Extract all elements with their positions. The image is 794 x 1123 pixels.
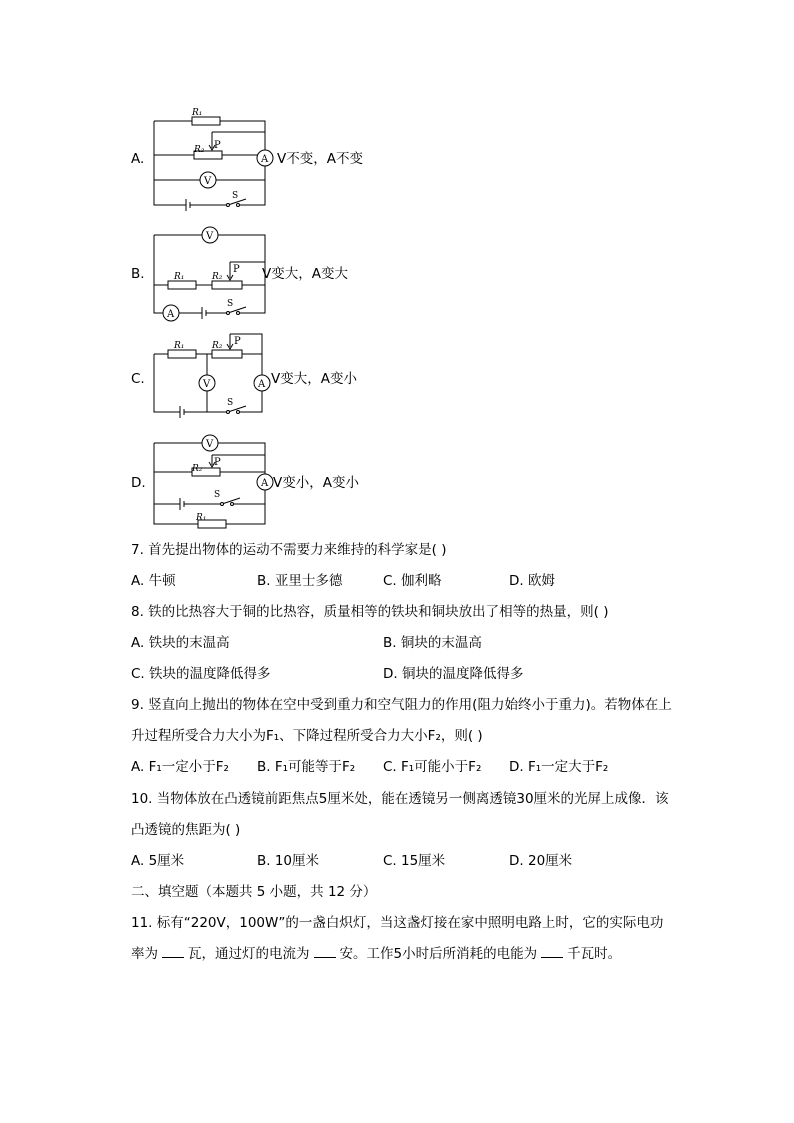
r1-label: R₁ xyxy=(192,108,203,118)
q10-option-b: B. 10厘米 xyxy=(257,853,320,869)
q8-option-d: D. 铜块的温度降低得多 xyxy=(383,666,524,682)
svg-text:R₂: R₂ xyxy=(212,272,223,282)
option-d-result: V变小，A变小 xyxy=(273,475,359,491)
circuit-d xyxy=(150,430,280,530)
svg-text:R₂: R₂ xyxy=(194,145,205,155)
q11-text-d: 千瓦时。 xyxy=(567,946,622,962)
q8-option-c: C. 铁块的温度降低得多 xyxy=(131,666,271,682)
svg-text:A: A xyxy=(167,309,175,320)
q9-option-a: A. F₁一定小于F₂ xyxy=(131,759,229,775)
option-b-result: V变大，A变大 xyxy=(262,266,348,282)
section-heading: 二、填空题（本题共 5 小题，共 12 分） xyxy=(131,884,377,900)
svg-text:V: V xyxy=(204,176,212,187)
q11-text-a: 率为 xyxy=(131,946,158,962)
q7-option-b: B. 亚里士多德 xyxy=(257,573,343,589)
svg-text:P: P xyxy=(214,140,221,151)
svg-text:A: A xyxy=(261,154,269,165)
option-d-letter: D. xyxy=(131,475,146,491)
circuit-a xyxy=(150,108,280,213)
q9-option-b: B. F₁可能等于F₂ xyxy=(257,759,356,775)
option-a-letter: A. xyxy=(131,151,145,167)
q10-option-c: C. 15厘米 xyxy=(383,853,446,869)
svg-text:V: V xyxy=(206,231,214,242)
svg-text:S: S xyxy=(214,490,221,500)
q10-stem-line2: 凸透镜的焦距为( ) xyxy=(131,822,241,838)
svg-text:P: P xyxy=(234,336,241,347)
q7-stem: 7. 首先提出物体的运动不需要力来维持的科学家是( ) xyxy=(131,542,447,558)
svg-text:A: A xyxy=(261,478,269,489)
q10-stem-line1: 10. 当物体放在凸透镜前距焦点5厘米处，能在透镜另一侧离透镜30厘米的光屏上成像．该 xyxy=(131,791,669,807)
q10-option-a: A. 5厘米 xyxy=(131,853,185,869)
q7-option-d: D. 欧姆 xyxy=(509,573,555,589)
q11-line1: 11. 标有“220V，100W”的一盏白炽灯，当这盏灯接在家中照明电路上时，它的实际电功 xyxy=(131,915,664,931)
q11-text-c: 安。工作5小时后所消耗的电能为 xyxy=(339,946,538,962)
circuit-c xyxy=(150,330,280,425)
option-a-result: V不变，A不变 xyxy=(277,151,363,167)
svg-text:R₂: R₂ xyxy=(192,464,203,474)
answer-blank-1[interactable] xyxy=(162,945,184,958)
q9-stem-line2: 升过程所受合力大小为F₁、下降过程所受合力大小F₂，则( ) xyxy=(131,728,483,744)
q8-stem: 8. 铁的比热容大于铜的比热容，质量相等的铁块和铜块放出了相等的热量，则( ) xyxy=(131,604,609,620)
svg-text:S: S xyxy=(227,299,234,309)
svg-text:R₂: R₂ xyxy=(212,341,223,351)
q7-option-c: C. 伽利略 xyxy=(383,573,442,589)
q8-option-a: A. 铁块的末温高 xyxy=(131,635,230,651)
svg-text:S: S xyxy=(232,191,239,201)
option-b-letter: B. xyxy=(131,266,145,282)
svg-text:R₁: R₁ xyxy=(174,341,185,351)
q10-option-d: D. 20厘米 xyxy=(509,853,573,869)
answer-blank-3[interactable] xyxy=(541,945,563,958)
option-c-result: V变大，A变小 xyxy=(271,371,357,387)
q9-option-c: C. F₁可能小于F₂ xyxy=(383,759,482,775)
svg-text:S: S xyxy=(227,398,234,408)
answer-blank-2[interactable] xyxy=(314,945,336,958)
svg-text:R₁: R₁ xyxy=(196,513,207,523)
q7-option-a: A. 牛顿 xyxy=(131,573,176,589)
svg-text:P: P xyxy=(214,457,221,468)
svg-text:V: V xyxy=(206,439,214,450)
q9-option-d: D. F₁一定大于F₂ xyxy=(509,759,609,775)
svg-text:A: A xyxy=(258,379,266,390)
option-c-letter: C. xyxy=(131,371,145,387)
q8-option-b: B. 铜块的末温高 xyxy=(383,635,482,651)
circuit-b xyxy=(150,222,280,327)
q11-text-b: 瓦，通过灯的电流为 xyxy=(188,946,310,962)
q9-stem-line1: 9. 竖直向上抛出的物体在空中受到重力和空气阻力的作用(阻力始终小于重力)。若物体在上 xyxy=(131,697,672,713)
svg-text:P: P xyxy=(233,264,240,275)
svg-text:R₁: R₁ xyxy=(174,272,185,282)
q11-line2 xyxy=(131,945,621,963)
svg-text:V: V xyxy=(203,379,211,390)
